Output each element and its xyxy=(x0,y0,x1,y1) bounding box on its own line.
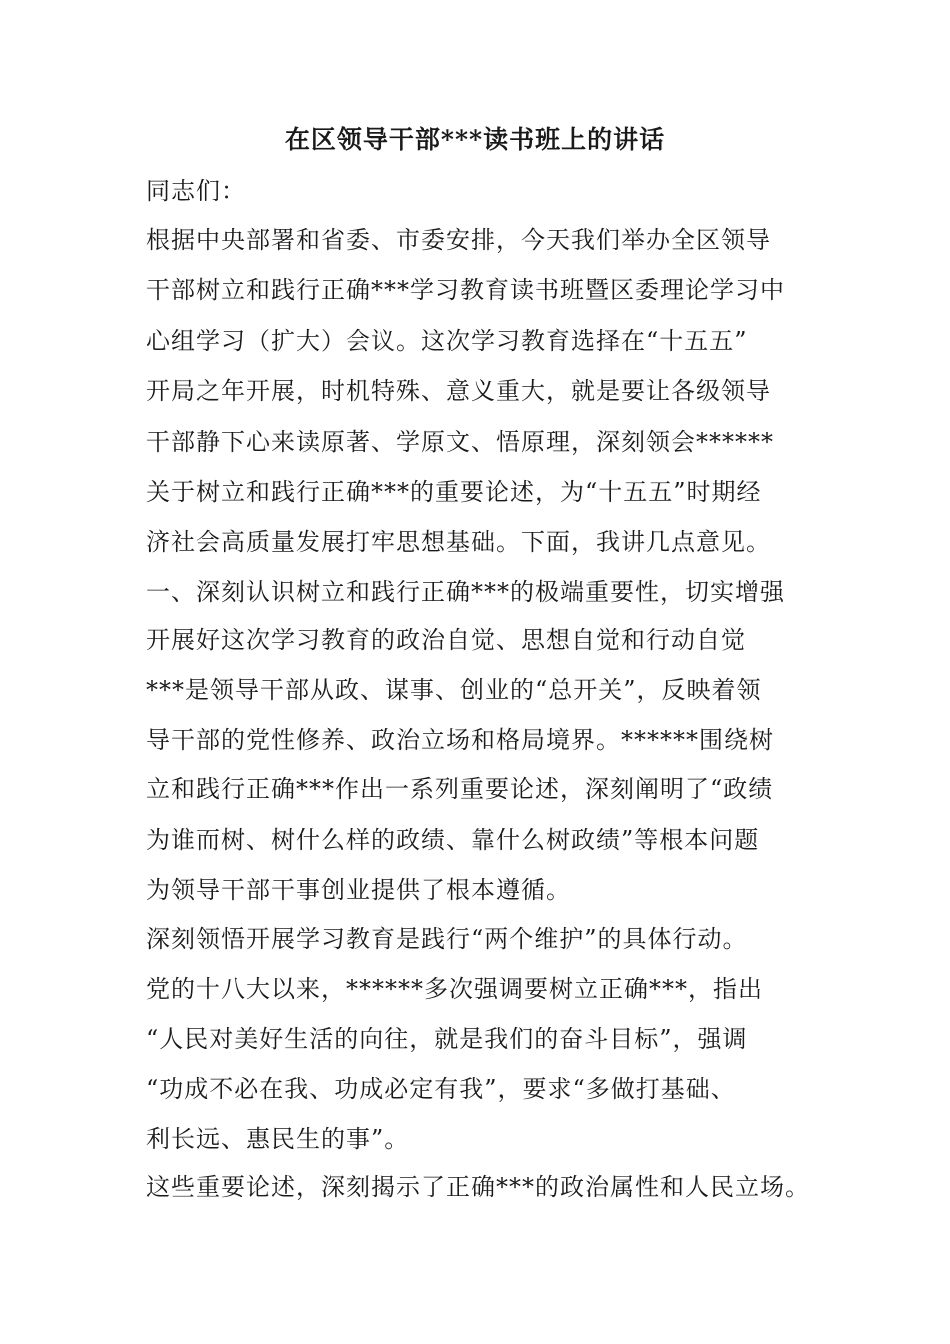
text-line: “人民对美好生活的向往，就是我们的奋斗目标”，强调 xyxy=(146,1025,748,1053)
text-line: 干部静下心来读原著、学原文、悟原理，深刻领会****** xyxy=(146,428,774,456)
text-line: 开展好这次学习教育的政治自觉、思想自觉和行动自觉 xyxy=(146,626,746,654)
text-line: 济社会高质量发展打牢思想基础。下面，我讲几点意见。 xyxy=(146,528,771,556)
text-line: 心组学习（扩大）会议。这次学习教育选择在“十五五” xyxy=(146,327,748,355)
text-line: 根据中央部署和省委、市委安排，今天我们举办全区领导 xyxy=(146,226,771,254)
text-line: 深刻领悟开展学习教育是践行“两个维护”的具体行动。 xyxy=(146,925,748,953)
text-line: 立和践行正确***作出一系列重要论述，深刻阐明了“政绩 xyxy=(146,775,774,803)
document-title: 在区领导干部***读书班上的讲话 xyxy=(284,125,666,154)
text-line: 为领导干部干事创业提供了根本遵循。 xyxy=(146,876,571,904)
text-line: 开局之年开展，时机特殊、意义重大，就是要让各级领导 xyxy=(146,377,771,405)
text-line: 利长远、惠民生的事”。 xyxy=(146,1125,410,1153)
text-line: 为谁而树、树什么样的政绩、靠什么树政绩”等根本问题 xyxy=(146,826,760,854)
text-line: ***是领导干部从政、谋事、创业的“总开关”，反映着领 xyxy=(146,676,762,704)
text-line: 一、深刻认识树立和践行正确***的极端重要性，切实增强 xyxy=(146,578,785,606)
text-line: 干部树立和践行正确***学习教育读书班暨区委理论学习中 xyxy=(146,276,785,304)
text-line: 关于树立和践行正确***的重要论述，为“十五五”时期经 xyxy=(146,478,762,506)
text-line: 同志们： xyxy=(146,177,246,205)
text-line: 这些重要论述，深刻揭示了正确***的政治属性和人民立场。 xyxy=(146,1173,810,1201)
text-line: 导干部的党性修养、政治立场和格局境界。******围绕树 xyxy=(146,726,774,754)
text-line: 党的十八大以来，******多次强调要树立正确***，指出 xyxy=(146,975,763,1003)
text-line: “功成不必在我、功成必定有我”，要求“多做打基础、 xyxy=(146,1075,736,1103)
